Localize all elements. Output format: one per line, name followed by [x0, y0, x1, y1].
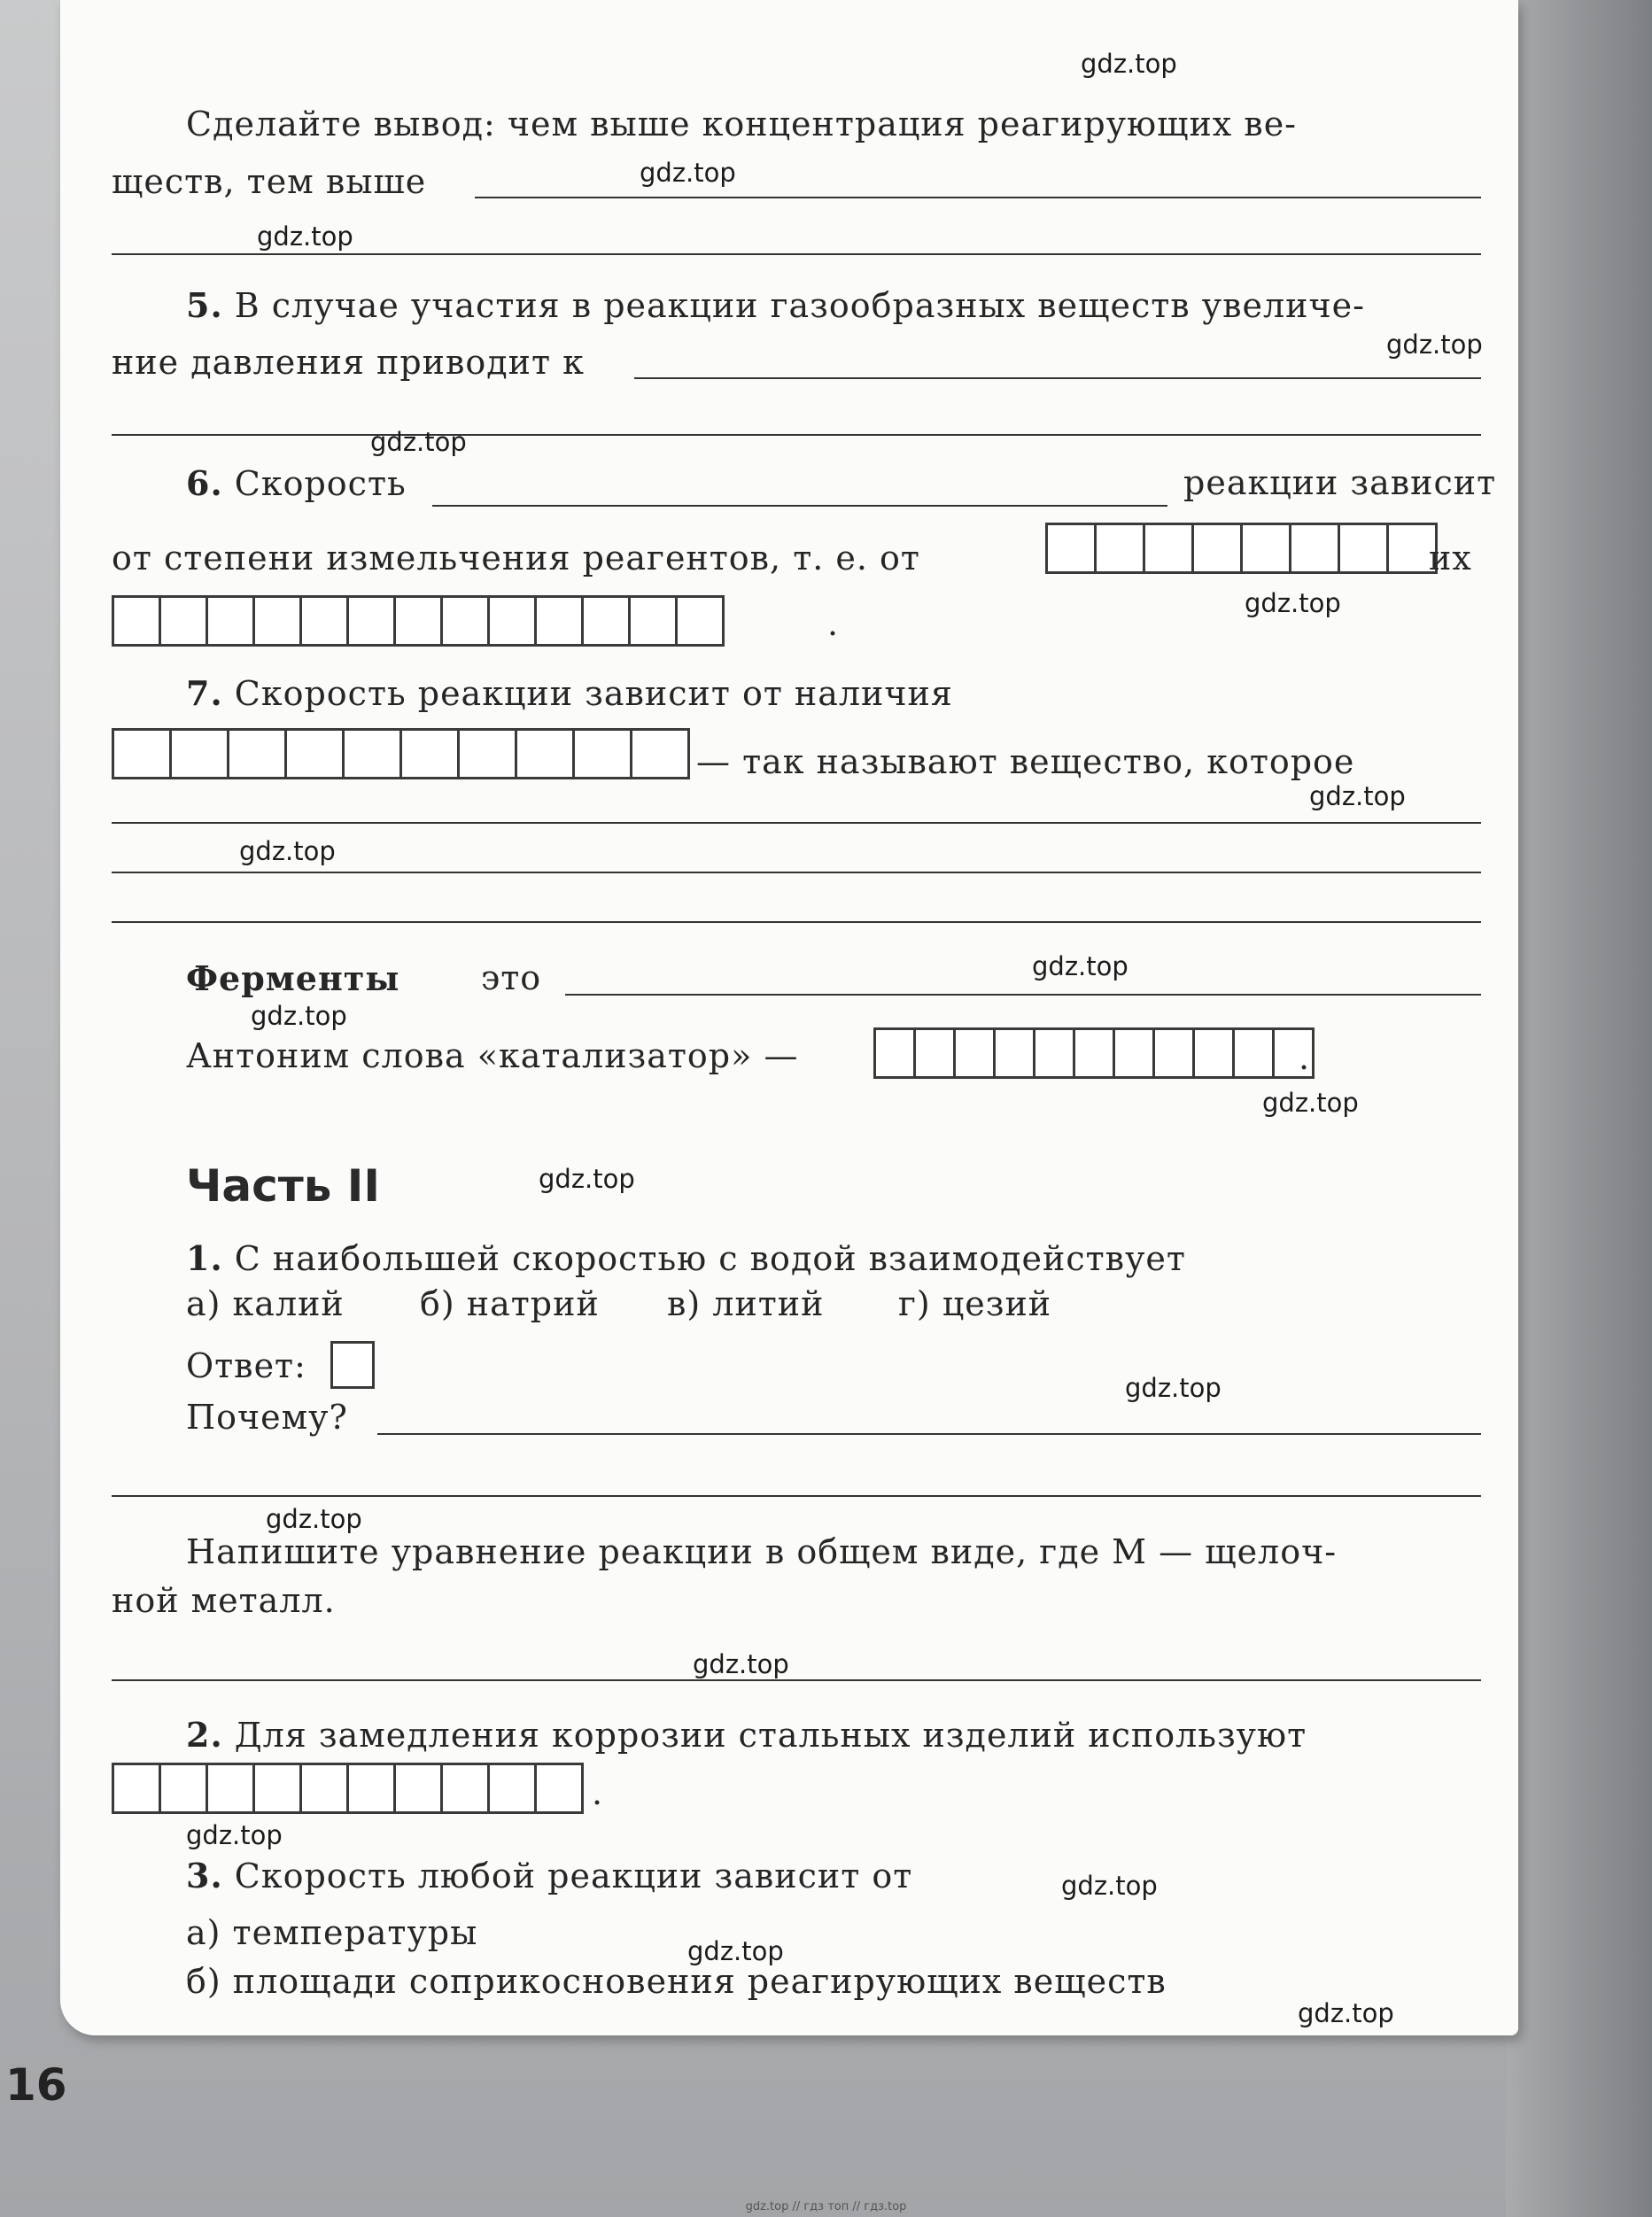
answer-line[interactable]	[432, 505, 1167, 507]
q6-text-4: их	[1429, 539, 1472, 578]
watermark[interactable]: gdz.top	[1262, 1088, 1359, 1118]
p2q2-text: Для замедления коррозии стальных изделий используют	[234, 1716, 1307, 1755]
watermark[interactable]: gdz.top	[370, 427, 467, 457]
watermark[interactable]: gdz.top	[186, 1820, 283, 1850]
antonym-end: .	[1299, 1038, 1311, 1077]
q5-line-2: ние давления приводит к	[112, 343, 585, 382]
letter-boxes-10b[interactable]	[112, 1763, 581, 1814]
p2q1-number: 1.	[186, 1238, 223, 1278]
answer-line[interactable]	[112, 822, 1481, 824]
conclusion-line-2: ществ, тем выше	[112, 162, 427, 201]
q6-text-3: от степени измельчения реагентов, т. е. от	[112, 539, 920, 578]
conclusion-line-1: Сделайте вывод: чем выше концентрация реагирующих ве-	[186, 105, 1298, 143]
answer-line[interactable]	[634, 377, 1481, 379]
book-spine-shadow	[1506, 0, 1652, 2217]
watermark[interactable]: gdz.top	[539, 1164, 635, 1194]
answer-line[interactable]	[377, 1433, 1481, 1435]
watermark[interactable]: gdz.top	[640, 158, 736, 188]
watermark[interactable]: gdz.top	[257, 221, 353, 252]
q7-number: 7.	[186, 673, 223, 713]
watermark[interactable]: gdz.top	[1125, 1373, 1222, 1403]
answer-line[interactable]	[112, 872, 1481, 873]
q5-number: 5.	[186, 285, 223, 325]
q7-line-1	[186, 673, 953, 713]
watermark[interactable]: gdz.top	[1081, 49, 1177, 79]
watermark[interactable]: gdz.top	[1298, 1998, 1394, 2028]
q6-number: 6.	[186, 463, 223, 503]
watermark[interactable]: gdz.top	[251, 1001, 347, 1031]
part2-title: Часть II	[186, 1160, 380, 1212]
watermark[interactable]: gdz.top	[1309, 781, 1406, 811]
q6-end: .	[827, 604, 840, 643]
enzymes-text: это	[481, 958, 542, 997]
watermark[interactable]: gdz.top	[693, 1649, 789, 1679]
equation-line-2: ной металл.	[112, 1581, 336, 1620]
answer-line[interactable]	[112, 253, 1481, 255]
answer-label: Ответ:	[186, 1346, 306, 1385]
watermark[interactable]: gdz.top	[1386, 329, 1483, 360]
q6-text-2: реакции зависит	[1183, 463, 1497, 502]
letter-boxes-10[interactable]	[112, 728, 687, 779]
p2q2-number: 2.	[186, 1715, 223, 1755]
watermark[interactable]: gdz.top	[687, 1936, 784, 1966]
q7-text: Скорость реакции зависит от наличия	[234, 674, 953, 713]
p2q1-option-d[interactable]: г) цезий	[898, 1284, 1052, 1323]
why-label: Почему?	[186, 1398, 348, 1437]
answer-box[interactable]	[330, 1341, 375, 1389]
enzymes-term: Ферменты	[186, 958, 400, 998]
letter-boxes-13[interactable]	[112, 595, 722, 647]
p2q3-option-b[interactable]: б) площади соприкосновения реагирующих веществ	[186, 1962, 1167, 2001]
p2q2-line	[186, 1715, 1307, 1755]
p2q3-option-a[interactable]: а) температуры	[186, 1913, 478, 1952]
q6-line-1	[186, 463, 407, 503]
answer-line[interactable]	[475, 197, 1481, 198]
equation-line-1: Напишите уравнение реакции в общем виде, где М — щелоч-	[186, 1532, 1338, 1571]
q6-text-1: Скорость	[234, 464, 407, 503]
p2q1-option-a[interactable]: а) калий	[186, 1284, 345, 1323]
p2q3-number: 3.	[186, 1856, 223, 1895]
letter-boxes-11[interactable]	[873, 1027, 1312, 1079]
answer-line[interactable]	[112, 921, 1481, 923]
p2q1-option-b[interactable]: б) натрий	[420, 1284, 600, 1323]
page-number: 16	[5, 2059, 67, 2111]
watermark[interactable]: gdz.top	[239, 836, 336, 866]
p2q2-end: .	[592, 1773, 604, 1812]
bottom-watermark-banner[interactable]: gdz.top // гдз топ // гдз.top	[745, 2200, 907, 2213]
letter-boxes-8[interactable]	[1045, 523, 1435, 574]
answer-line[interactable]	[112, 434, 1481, 436]
p2q1-line	[186, 1238, 1186, 1278]
p2q3-line	[186, 1856, 912, 1895]
watermark[interactable]: gdz.top	[1032, 951, 1128, 981]
p2q1-option-c[interactable]: в) литий	[667, 1284, 825, 1323]
q5-text: В случае участия в реакции газообразных веществ увеличе-	[234, 286, 1365, 325]
p2q3-text: Скорость любой реакции зависит от	[234, 1857, 913, 1895]
watermark[interactable]: gdz.top	[1061, 1871, 1158, 1901]
watermark[interactable]: gdz.top	[266, 1504, 362, 1534]
answer-line[interactable]	[112, 1679, 1481, 1681]
answer-line[interactable]	[112, 1495, 1481, 1497]
q7-line-2: — так называют вещество, которое	[696, 742, 1355, 781]
q5-line-1	[186, 285, 1365, 325]
p2q1-text: С наибольшей скоростью с водой взаимодействует	[234, 1239, 1186, 1278]
watermark[interactable]: gdz.top	[1245, 588, 1341, 618]
answer-line[interactable]	[565, 994, 1481, 996]
antonym-text: Антоним слова «катализатор» —	[186, 1036, 799, 1075]
